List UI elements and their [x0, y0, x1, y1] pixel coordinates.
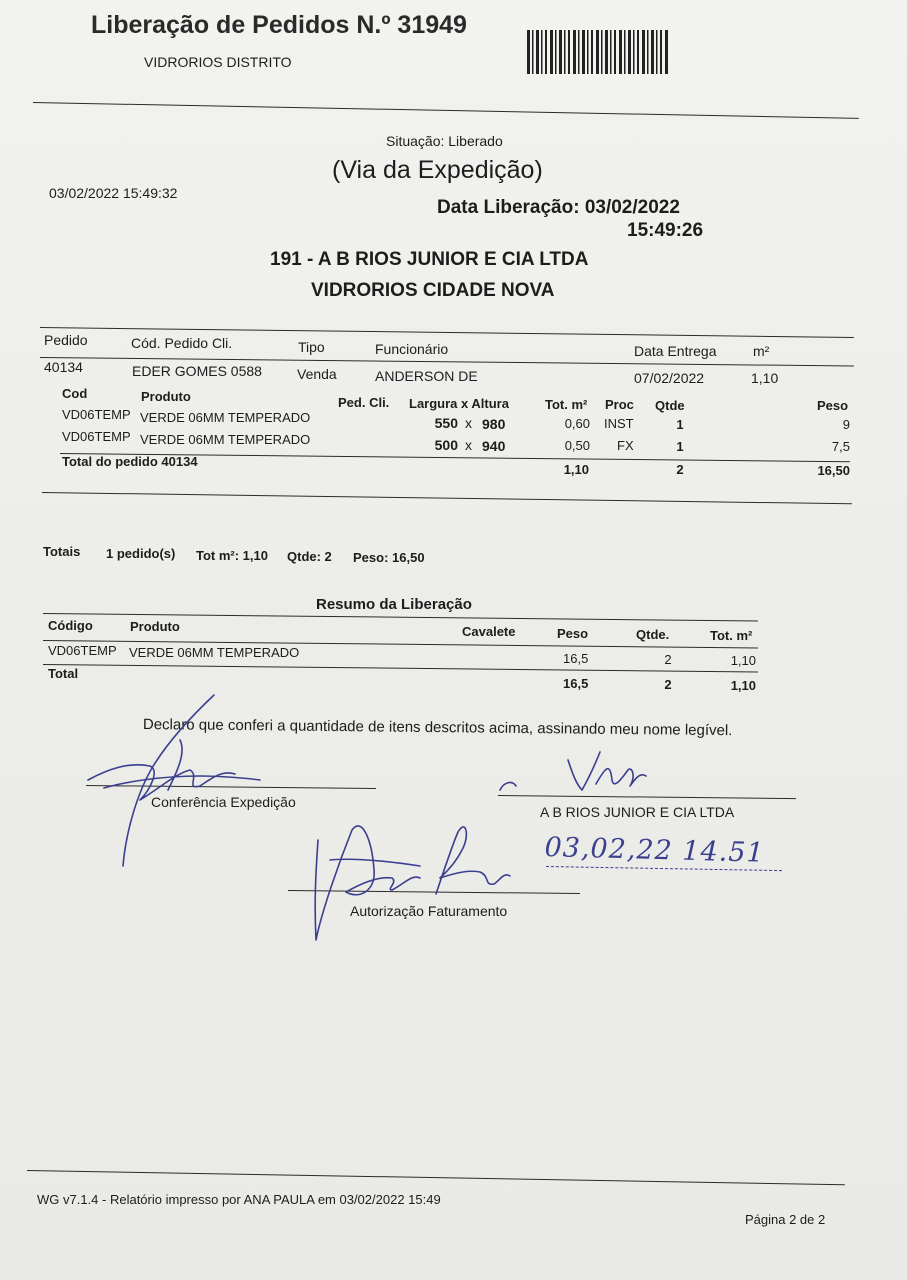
declaration-text: Declaro que conferi a quantidade de itens descritos acima, assinando meu nome legível. — [142, 716, 733, 740]
summary-qtde: 2 — [664, 652, 672, 667]
item-qtde: 1 — [676, 439, 684, 454]
printed-timestamp: 03/02/2022 15:49:32 — [49, 185, 178, 201]
summary-col-qtde: Qtde. — [636, 627, 670, 642]
col-tipo: Tipo — [298, 339, 325, 355]
item-altura: 940 — [482, 438, 506, 454]
item-col-qtde: Qtde — [655, 398, 685, 413]
release-time: 15:49:26 — [627, 220, 704, 241]
item-produto: VERDE 06MM TEMPERADO — [140, 410, 311, 425]
footer-rule — [27, 1170, 845, 1185]
item-col-produto: Produto — [141, 389, 191, 404]
item-tot-m2: 0,60 — [564, 416, 590, 431]
totals-m2: Tot m²: 1,10 — [196, 548, 268, 563]
item-cod: VD06TEMP — [62, 407, 131, 422]
signature-line-cliente — [498, 795, 796, 799]
item-x-sign: x — [465, 415, 472, 431]
order-total-peso: 16,50 — [817, 463, 850, 478]
signature-line-autorizacao — [288, 890, 580, 894]
col-m2: m² — [753, 343, 770, 359]
summary-produto: VERDE 06MM TEMPERADO — [129, 645, 300, 660]
item-x-sign: x — [465, 437, 472, 453]
item-proc: FX — [617, 438, 634, 453]
company-name: VIDRORIOS DISTRITO — [144, 54, 292, 70]
signature-label-autorizacao: Autorização Faturamento — [350, 903, 508, 919]
release-date: Data Liberação: 03/02/2022 — [437, 197, 680, 218]
item-largura: 500 — [434, 437, 458, 453]
summary-row-rule — [43, 664, 758, 672]
summary-codigo: VD06TEMP — [48, 643, 117, 658]
col-funcionario: Funcionário — [375, 341, 449, 357]
summary-title: Resumo da Liberação — [316, 596, 472, 613]
summary-total-label: Total — [48, 666, 79, 681]
item-cod: VD06TEMP — [62, 429, 131, 444]
summary-col-tot-m2: Tot. m² — [710, 628, 753, 643]
item-col-ped-cli: Ped. Cli. — [338, 395, 390, 410]
col-data-entrega: Data Entrega — [634, 343, 717, 359]
order-number: 40134 — [44, 359, 83, 375]
footer-printed-by: WG v7.1.4 - Relatório impresso por ANA PAULA em 03/02/2022 15:49 — [37, 1192, 441, 1207]
via-label: (Via da Expedição) — [332, 156, 543, 184]
item-produto: VERDE 06MM TEMPERADO — [140, 432, 311, 447]
signature-label-conferencia: Conferência Expedição — [151, 794, 296, 810]
totals-peso: Peso: 16,50 — [353, 550, 425, 565]
totals-label: Totais — [43, 544, 81, 559]
order-funcionario: ANDERSON DE — [375, 368, 478, 384]
item-col-cod: Cod — [62, 386, 88, 401]
item-col-tot-m2: Tot. m² — [545, 397, 588, 412]
client-store: VIDRORIOS CIDADE NOVA — [311, 280, 555, 301]
item-tot-m2: 0,50 — [564, 438, 590, 453]
client-name: 191 - A B RIOS JUNIOR E CIA LTDA — [270, 249, 589, 270]
signature-line-conferencia — [86, 785, 376, 789]
item-peso: 7,5 — [831, 439, 850, 454]
item-col-peso: Peso — [817, 398, 849, 413]
summary-col-cavalete: Cavalete — [462, 624, 516, 639]
summary-total-peso: 16,5 — [563, 676, 589, 691]
summary-peso: 16,5 — [563, 651, 589, 666]
order-total-label: Total do pedido 40134 — [62, 454, 198, 469]
signature-label-cliente: A B RIOS JUNIOR E CIA LTDA — [540, 804, 735, 820]
totals-pedidos: 1 pedido(s) — [106, 546, 176, 561]
item-altura: 980 — [482, 416, 506, 432]
order-total-m2: 1,10 — [563, 462, 589, 477]
order-tipo: Venda — [297, 366, 337, 382]
summary-col-peso: Peso — [557, 626, 589, 641]
summary-tot-m2: 1,10 — [730, 653, 756, 668]
barcode — [527, 30, 669, 74]
item-col-proc: Proc — [605, 397, 634, 412]
status-text: Situação: Liberado — [386, 133, 503, 149]
summary-col-codigo: Código — [48, 618, 93, 633]
order-m2: 1,10 — [751, 370, 779, 386]
header-divider — [33, 102, 859, 119]
summary-col-produto: Produto — [130, 619, 180, 634]
item-largura: 550 — [434, 415, 458, 431]
order-cod-cli: EDER GOMES 0588 — [132, 363, 262, 379]
handwritten-date: 03,02,22 14.51 — [544, 832, 766, 869]
order-data-entrega: 07/02/2022 — [634, 370, 705, 386]
summary-total-qtde: 2 — [664, 677, 672, 692]
item-col-dims: Largura x Altura — [409, 396, 509, 411]
page-number: Página 2 de 2 — [745, 1212, 826, 1227]
totals-qtde: Qtde: 2 — [287, 549, 332, 564]
item-proc: INST — [604, 416, 634, 431]
item-qtde: 1 — [676, 417, 684, 432]
order-total-qtde: 2 — [676, 462, 684, 477]
document-title: Liberação de Pedidos N.º 31949 — [91, 11, 467, 39]
col-pedido: Pedido — [44, 332, 88, 348]
summary-total-tot-m2: 1,10 — [730, 678, 756, 693]
item-peso: 9 — [842, 417, 850, 432]
order-bottom-rule — [42, 492, 852, 504]
col-cod-cli: Cód. Pedido Cli. — [131, 335, 233, 351]
